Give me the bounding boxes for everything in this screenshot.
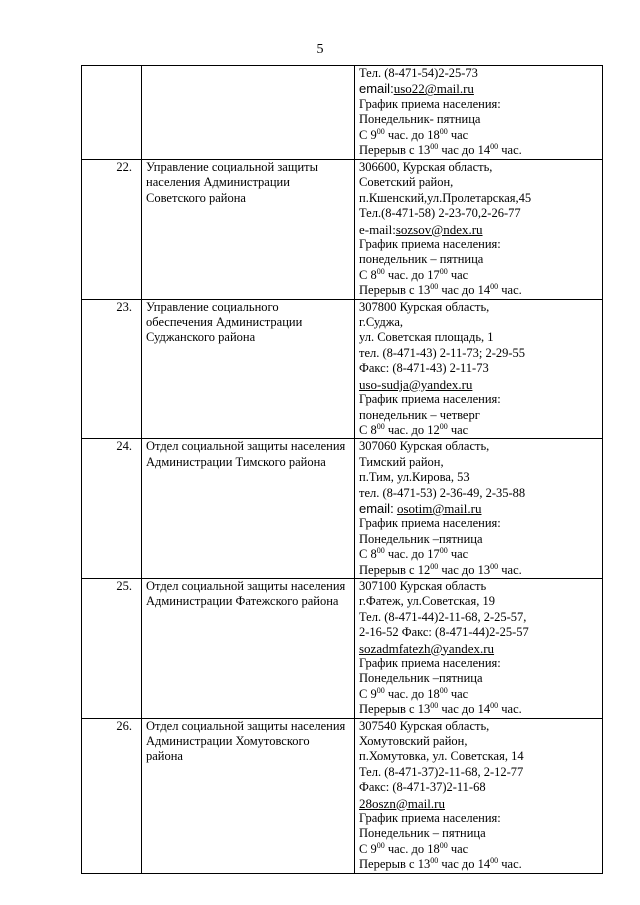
email-label: email:	[359, 81, 394, 97]
table-row	[82, 160, 603, 300]
table-row	[82, 66, 603, 160]
organization-name-line: Управление социальной защиты	[146, 160, 319, 174]
address-line: 307540 Курская область,	[359, 718, 490, 733]
table-row	[82, 578, 603, 718]
address-line: п.Хомутовка, ул. Советская, 14	[359, 749, 524, 764]
email-label: e-mail:	[359, 221, 396, 237]
contact-details	[355, 578, 603, 718]
schedule-days: понедельник – четверг	[359, 407, 480, 422]
organization-name	[142, 299, 355, 439]
contact-details	[355, 160, 603, 300]
organization-name-line: Администрации Фатежского района	[146, 594, 339, 609]
schedule-hours: С $9^{00}$ час. до $18^{00}$ час	[359, 840, 469, 856]
schedule-title: График приема населения:	[359, 237, 501, 252]
contact-details	[355, 718, 603, 873]
email-link[interactable]: uso-sudja@yandex.ru	[359, 376, 473, 392]
contact-details	[355, 439, 603, 579]
address-line: ул. Советская площадь, 1	[359, 330, 494, 345]
email-link[interactable]: uso22@mail.ru	[393, 81, 474, 97]
schedule-break: Перерыв с $13^{00}$ час до $14^{00}$ час.	[359, 701, 522, 717]
organization-name-line: Администрации Тимского района	[146, 454, 326, 469]
phone-line: 2-16-52 Факс: (8-471-44)2-25-57	[359, 625, 529, 640]
organization-name	[142, 718, 355, 873]
address-line: п.Тим, ул.Кирова, 53	[359, 470, 470, 485]
email-line	[359, 377, 599, 392]
schedule-days: Понедельник –пятница	[359, 671, 483, 686]
address-line: г.Суджа,	[359, 315, 404, 330]
schedule-title: График приема населения:	[359, 811, 501, 826]
phone-line: тел. (8-471-53) 2-36-49, 2-35-88	[359, 485, 526, 500]
row-number	[82, 66, 142, 160]
organization-name-line: Администрации Хомутовского	[146, 734, 310, 749]
phone-line: Тел.(8-471-58) 2-23-70,2-26-77	[359, 206, 521, 221]
table-row	[82, 718, 603, 873]
row-number: 26.	[82, 718, 142, 873]
address-line: 306600, Курская область,	[359, 160, 493, 174]
schedule-break: Перерыв с $12^{00}$ час до $13^{00}$ час.	[359, 561, 522, 577]
address-line: 307100 Курская область	[359, 578, 487, 593]
schedule-title: График приема населения:	[359, 656, 501, 670]
organization-name-line: Отдел социальной защиты населения	[146, 718, 346, 733]
email-label: email:	[359, 500, 394, 516]
organization-name-line: обеспечения Администрации	[146, 315, 303, 330]
contact-details	[355, 66, 603, 160]
table-row	[82, 439, 603, 579]
organization-name	[142, 66, 355, 160]
organization-name	[142, 160, 355, 300]
organization-name	[142, 578, 355, 718]
page-number: 5	[316, 42, 324, 57]
schedule-hours: С $9^{00}$ час. до $18^{00}$ час	[359, 685, 469, 701]
email-line	[359, 501, 599, 516]
schedule-break: Перерыв с $13^{00}$ час до $14^{00}$ час.	[359, 142, 522, 158]
phone-line: Факс: (8-471-37)2-11-68	[359, 780, 486, 795]
schedule-days: Понедельник – пятница	[359, 826, 486, 841]
row-number: 24.	[82, 439, 142, 579]
phone-line: тел. (8-471-43) 2-11-73; 2-29-55	[359, 345, 526, 360]
address-line: 307800 Курская область,	[359, 299, 490, 314]
phone-line: Тел. (8-471-37)2-11-68, 2-12-77	[359, 764, 524, 779]
schedule-hours: С $8^{00}$ час. до $17^{00}$ час	[359, 266, 469, 282]
schedule-days: Понедельник- пятница	[359, 112, 481, 127]
address-line: 307060 Курская область,	[359, 439, 490, 454]
email-line	[359, 641, 599, 656]
schedule-hours: С $8^{00}$ час. до $12^{00}$ час	[359, 421, 469, 437]
address-line: г.Фатеж, ул.Советская, 19	[359, 594, 495, 609]
organization-name	[142, 439, 355, 579]
organization-name-line: Отдел социальной защиты населения	[146, 439, 346, 454]
schedule-title: График приема населения:	[359, 516, 501, 531]
social-protection-offices-table	[81, 65, 603, 874]
phone-line: Тел. (8-471-54)2-25-73	[359, 66, 478, 80]
schedule-hours: С $8^{00}$ час. до $17^{00}$ час	[359, 546, 469, 562]
schedule-break: Перерыв с $13^{00}$ час до $14^{00}$ час.	[359, 856, 522, 872]
address-line: п.Кшенский,ул.Пролетарская,45	[359, 190, 532, 205]
email-line	[359, 796, 599, 811]
schedule-break: Перерыв с $13^{00}$ час до $14^{00}$ час.	[359, 282, 522, 298]
organization-name-line: Управление социального	[146, 299, 279, 314]
phone-line: Факс: (8-471-43) 2-11-73	[359, 361, 489, 376]
address-line: Хомутовский район,	[359, 734, 468, 749]
email-link[interactable]: osotim@mail.ru	[396, 500, 482, 516]
email-line	[359, 222, 599, 237]
organization-name-line: района	[146, 749, 183, 764]
email-link[interactable]: sozsov@ndex.ru	[395, 221, 483, 237]
phone-line: Тел. (8-471-44)2-11-68, 2-25-57,	[359, 609, 527, 624]
contact-details	[355, 299, 603, 439]
email-line	[359, 81, 599, 96]
address-line: Тимский район,	[359, 454, 444, 469]
address-line: Советский район,	[359, 175, 454, 190]
row-number: 23.	[82, 299, 142, 439]
row-number: 22.	[82, 160, 142, 300]
row-number: 25.	[82, 578, 142, 718]
organization-name-line: Суджанского района	[146, 330, 256, 345]
email-link[interactable]: 28oszn@mail.ru	[359, 795, 445, 811]
schedule-title: График приема населения:	[359, 392, 501, 407]
organization-name-line: Отдел социальной защиты населения	[146, 578, 346, 593]
email-link[interactable]: sozadmfatezh@yandex.ru	[359, 640, 495, 656]
schedule-days: Понедельник –пятница	[359, 531, 483, 546]
organization-name-line: населения Администрации	[146, 175, 290, 190]
schedule-days: понедельник – пятница	[359, 252, 484, 267]
schedule-title: График приема населения:	[359, 96, 501, 111]
schedule-hours: С $9^{00}$ час. до $18^{00}$ час	[359, 126, 469, 142]
organization-name-line: Советского района	[146, 190, 246, 205]
table-row	[82, 299, 603, 439]
